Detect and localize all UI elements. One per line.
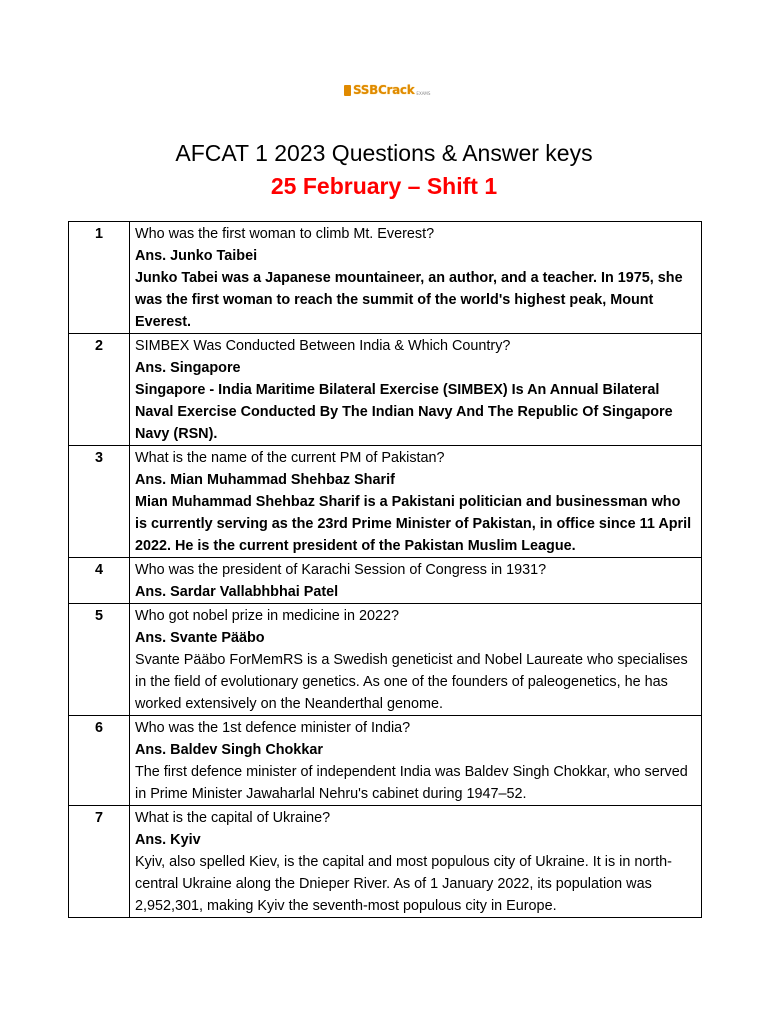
question-cell — [130, 716, 702, 806]
question-text: Who was the 1st defence minister of India? — [135, 720, 411, 736]
question-number: 1 — [69, 222, 130, 334]
question-row — [69, 806, 702, 918]
answer-text: Ans. Baldev Singh Chokkar — [135, 742, 323, 758]
question-number: 6 — [69, 716, 130, 806]
question-number: 7 — [69, 806, 130, 918]
answer-text: Ans. Junko Taibei — [135, 248, 258, 264]
question-number: 4 — [69, 558, 130, 604]
logo-text: SSBCrack — [353, 83, 415, 97]
question-text: What is the capital of Ukraine? — [135, 810, 331, 826]
question-text: Who was the president of Karachi Session of Congress in 1931? — [135, 562, 547, 578]
question-text: What is the name of the current PM of Pakistan? — [135, 450, 445, 466]
question-row — [69, 558, 702, 604]
ssbcrack-logo — [344, 83, 430, 97]
question-text: SIMBEX Was Conducted Between India & Which Country? — [135, 338, 511, 354]
question-cell — [130, 446, 702, 558]
explanation-text: Singapore - India Maritime Bilateral Exercise (SIMBEX) Is An Annual Bilateral Naval Exercise Conducted By The Indian Navy And The Republic Of Singapore Navy (RSN). — [135, 382, 673, 442]
question-row — [69, 604, 702, 716]
explanation-text: Svante Pääbo ForMemRS is a Swedish geneticist and Nobel Laureate who specialises in the field of evolutionary genetics. As one of the founders of paleogenetics, he has worked extensively on the Neanderthal genome. — [135, 652, 688, 712]
question-text: Who got nobel prize in medicine in 2022? — [135, 608, 399, 624]
question-row — [69, 334, 702, 446]
question-cell — [130, 222, 702, 334]
explanation-text: Mian Muhammad Shehbaz Sharif is a Pakistani politician and businessman who is currently serving as the 23rd Prime Minister of Pakistan, in office since 11 April 2022. He is the current president of the Pakistan Muslim League. — [135, 494, 692, 554]
question-cell — [130, 806, 702, 918]
logo-tagline: EXAMS — [416, 91, 431, 96]
question-cell — [130, 558, 702, 604]
answer-text: Ans. Singapore — [135, 360, 241, 376]
question-row — [69, 716, 702, 806]
question-row — [69, 222, 702, 334]
answer-text: Ans. Mian Muhammad Shehbaz Sharif — [135, 472, 395, 488]
answer-text: Ans. Kyiv — [135, 832, 201, 848]
page-title: AFCAT 1 2023 Questions & Answer keys — [175, 140, 593, 166]
answer-text: Ans. Svante Pääbo — [135, 630, 265, 646]
question-cell — [130, 334, 702, 446]
question-row — [69, 446, 702, 558]
page-subtitle: 25 February – Shift 1 — [270, 173, 498, 199]
question-number: 5 — [69, 604, 130, 716]
question-cell — [130, 604, 702, 716]
explanation-text: The first defence minister of independent India was Baldev Singh Chokkar, who served in Prime Minister Jawaharlal Nehru's cabinet during 1947–52. — [135, 764, 688, 802]
logo-mark-icon — [344, 85, 351, 96]
question-number: 2 — [69, 334, 130, 446]
answer-text: Ans. Sardar Vallabhbhai Patel — [135, 584, 339, 600]
question-text: Who was the first woman to climb Mt. Everest? — [135, 226, 435, 242]
questions-table — [68, 221, 702, 918]
question-number: 3 — [69, 446, 130, 558]
explanation-text: Kyiv, also spelled Kiev, is the capital and most populous city of Ukraine. It is in north-central Ukraine along the Dnieper River. As of 1 January 2022, its population was 2,952,301, making Kyiv the seventh-most populous city in Europe. — [135, 854, 672, 914]
explanation-text: Junko Tabei was a Japanese mountaineer, an author, and a teacher. In 1975, she was the first woman to reach the summit of the world's highest peak, Mount Everest. — [135, 270, 683, 330]
